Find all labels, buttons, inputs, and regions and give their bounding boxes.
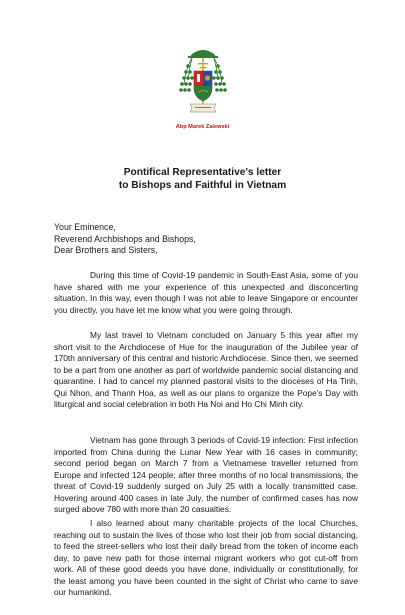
letter-title-line-2: to Bishops and Faithful in Vietnam — [118, 179, 287, 191]
salutation-line: Your Eminence, — [54, 222, 116, 232]
letter-title — [0, 167, 405, 192]
body-paragraph-3: Vietnam has gone through 3 periods of Covid-19 infection: First infection imported from China during the Lunar New Year with 16 cases in community; second period began on March 7 from a Vietnamese traveller returned from Europe and infected 124 people; after three months of no local transmissions, the threat of Covid-19 suddenly surged on July 25 with a locally transmitted case. Hovering around 400 cases in late July, the number of confirmed cases has now surged above 780 with more than 20 casualties. — [54, 435, 358, 515]
body-paragraph-2: My last travel to Vietnam concluded on January 5 this year after my short visit to the Archdiocese of Hue for the inauguration of the Jubilee year of 170th anniversary of this central and historic Archdiocese. Since then, we seemed to be a part from one another as part of worldwide pandemic social distancing and quarantine. I had to cancel my planned pastoral visits to the dioceses of Ha Tinh, Qui Nhon, and Thanh Hoa, as well as our plans to organize the Pope's Day with liturgical and social celebration in both Ha Noi and Ho Chi Minh city. — [54, 330, 358, 410]
salutation-line: Dear Brothers and Sisters, — [54, 245, 158, 256]
salutation-line: Reverend Archbishops and Bishops, — [54, 233, 196, 244]
body-paragraph-4: I also learned about many charitable projects of the local Churches, reaching out to sustain the lives of those who lost their job from social distancing, to feed the street-sellers who lost their daily bread from the token of income each day, to pave new path for those internal migrant workers who got cut-off from work. All of these good deeds you have done, individually or constitutionally, for the least among you have been counted in the sight of Christ who came to save our humankind. — [54, 518, 358, 598]
coat-of-arms-icon — [178, 44, 228, 120]
salutation-block — [54, 222, 354, 257]
body-paragraph-1: During this time of Covid-19 pandemic in South-East Asia, some of you have shared with me your experience of this unexpected and disconcerting situation. In this way, even though I was not able to leave Singapore or encounter you directly, you have let me know what you were going through. — [54, 270, 358, 315]
sender-name: Abp Marek Zalewski — [175, 124, 230, 130]
archbishop-coat-of-arms — [178, 44, 228, 120]
letter-title-line-1: Pontifical Representative's letter — [123, 167, 282, 178]
